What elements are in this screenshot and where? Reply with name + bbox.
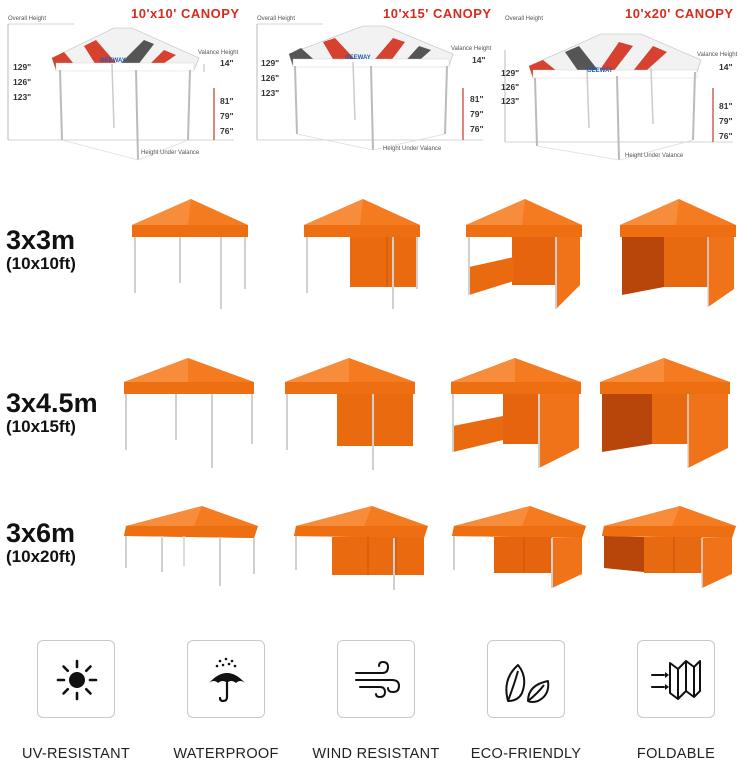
size-metric: 3x4.5m — [6, 388, 98, 418]
overall-height-label: Overall Height — [257, 16, 296, 22]
canopy-10x15-drawing — [253, 0, 497, 178]
size-imperial: (10x20ft) — [6, 547, 76, 566]
canopy-10x10-drawing — [4, 0, 248, 178]
overall-height-min: 123" — [261, 88, 280, 98]
feature-label: FOLDABLE — [636, 746, 716, 762]
valance-value: 14" — [719, 62, 733, 72]
under-valance-label: Height Under Valance — [383, 146, 442, 152]
valance-value: 14" — [472, 55, 486, 65]
tent-open — [128, 195, 254, 313]
overall-height-min: 123" — [501, 96, 520, 106]
under-valance-max: 81" — [220, 96, 234, 106]
overall-height-max: 129" — [13, 62, 32, 72]
under-valance-label: Height Under Valance — [625, 153, 684, 159]
valance-height-label: Valance Height — [697, 52, 738, 58]
feature-icons — [0, 630, 750, 762]
brand-logo: GEEWAY — [100, 58, 126, 64]
size-label — [6, 227, 76, 272]
wind-icon — [337, 640, 415, 718]
overall-height-label: Overall Height — [505, 16, 544, 22]
tent-open — [122, 352, 258, 472]
under-valance-min: 76" — [470, 124, 484, 134]
diagram-10x20 — [501, 0, 746, 178]
tent-full-walls — [598, 352, 734, 472]
valance-height-label: Valance Height — [198, 50, 239, 56]
diagram-title: 10'x20' CANOPY — [625, 6, 734, 21]
size-imperial: (10x10ft) — [6, 254, 76, 273]
tent-two-wall-half — [449, 352, 585, 472]
under-valance-max: 81" — [719, 101, 733, 111]
overall-height-max: 129" — [261, 58, 280, 68]
tent-two-wall-half — [450, 500, 590, 594]
feature-label: WIND RESISTANT — [312, 746, 440, 762]
size-metric: 3x6m — [6, 518, 76, 548]
brand-logo: GEEWAY — [345, 55, 371, 61]
under-valance-min: 76" — [220, 126, 234, 136]
fold-icon — [637, 640, 715, 718]
tent-one-wall — [300, 195, 426, 313]
overall-height-mid: 126" — [261, 73, 280, 83]
canopy-10x20-drawing — [501, 0, 746, 178]
overall-height-min: 123" — [13, 92, 32, 102]
under-valance-max: 81" — [470, 94, 484, 104]
size-imperial: (10x15ft) — [6, 417, 76, 436]
tent-one-wall — [292, 500, 432, 594]
leaves-icon — [487, 640, 565, 718]
under-valance-mid: 79" — [220, 111, 234, 121]
overall-height-mid: 126" — [13, 77, 32, 87]
dimension-diagrams — [0, 0, 750, 185]
under-valance-mid: 79" — [470, 109, 484, 119]
valance-value: 14" — [220, 58, 234, 68]
diagram-10x10 — [4, 0, 248, 178]
tent-full-walls — [616, 195, 742, 313]
brand-logo: GEEWAY — [587, 68, 613, 74]
tent-one-wall — [283, 352, 419, 472]
tent-full-walls — [600, 500, 740, 594]
overall-height-mid: 126" — [501, 82, 520, 92]
size-metric: 3x3m — [6, 225, 76, 255]
overall-height-max: 129" — [501, 68, 520, 78]
overall-height-label: Overall Height — [8, 16, 47, 22]
size-row-3x4.5 — [0, 352, 750, 482]
valance-height-label: Valance Height — [451, 46, 492, 52]
sun-icon — [37, 640, 115, 718]
size-label — [6, 520, 76, 565]
feature-label: UV-RESISTANT — [21, 746, 131, 762]
size-row-3x6 — [0, 500, 750, 630]
diagram-title: 10'x10' CANOPY — [131, 6, 240, 21]
feature-label: WATERPROOF — [173, 746, 279, 762]
diagram-title: 10'x15' CANOPY — [383, 6, 492, 21]
size-row-3x3 — [0, 195, 750, 325]
umbrella-rain-icon — [187, 640, 265, 718]
under-valance-label: Height Under Valance — [141, 150, 200, 156]
tent-two-wall-half — [462, 195, 588, 313]
tent-open — [122, 500, 262, 594]
feature-label: ECO-FRIENDLY — [470, 746, 582, 762]
under-valance-min: 76" — [719, 131, 733, 141]
under-valance-mid: 79" — [719, 116, 733, 126]
diagram-10x15 — [253, 0, 497, 178]
size-label — [6, 390, 98, 435]
